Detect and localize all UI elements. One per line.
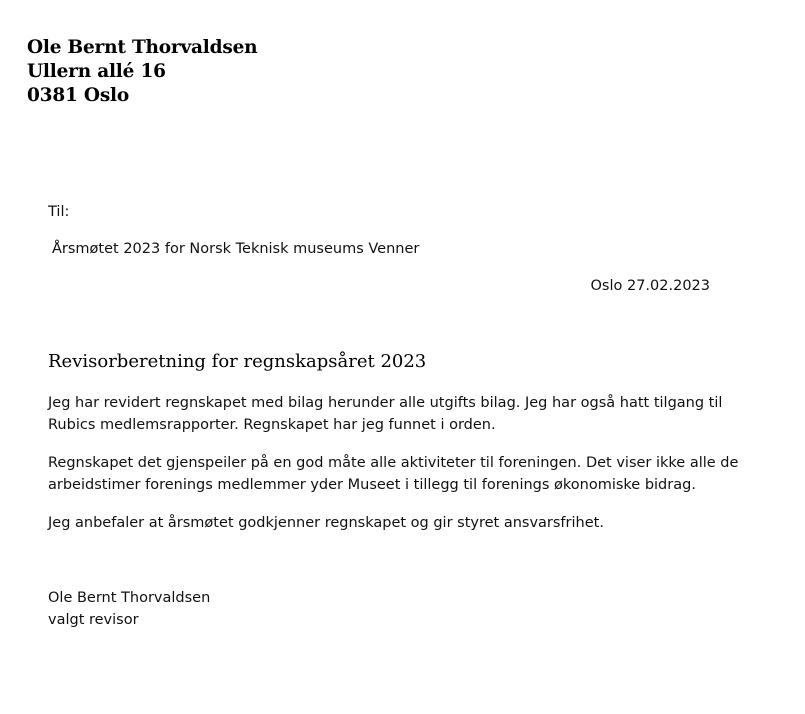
signature-title: valgt revisor (48, 612, 139, 628)
sender-name: Ole Bernt Thorvaldsen (27, 37, 258, 58)
recipient: Årsmøtet 2023 for Norsk Teknisk museums Venner (52, 241, 420, 257)
sender-address (27, 36, 257, 108)
to-label: Til: (48, 204, 70, 220)
paragraph-2: Regnskapet det gjenspeiler på en god måte alle aktiviteter til foreningen. Det viser ikke alle de arbeidstimer forenings medlemmer yder Museet i tillegg til forenings økonomiske bidrag. (48, 455, 739, 493)
paragraph-1: Jeg har revidert regnskapet med bilag herunder alle utgifts bilag. Jeg har også hatt tilgang til Rubics medlemsrapporter. Regnskapet har jeg funnet i orden. (48, 395, 723, 433)
signature-name: Ole Bernt Thorvaldsen (48, 590, 211, 606)
signature-block (48, 587, 210, 631)
sender-postal: 0381 Oslo (27, 85, 130, 106)
place-date: Oslo 27.02.2023 (590, 278, 710, 294)
sender-street: Ullern allé 16 (27, 61, 166, 82)
letter-heading: Revisorberetning for regnskapsåret 2023 (48, 351, 427, 372)
paragraph-3: Jeg anbefaler at årsmøtet godkjenner regnskapet og gir styret ansvarsfrihet. (48, 515, 604, 531)
